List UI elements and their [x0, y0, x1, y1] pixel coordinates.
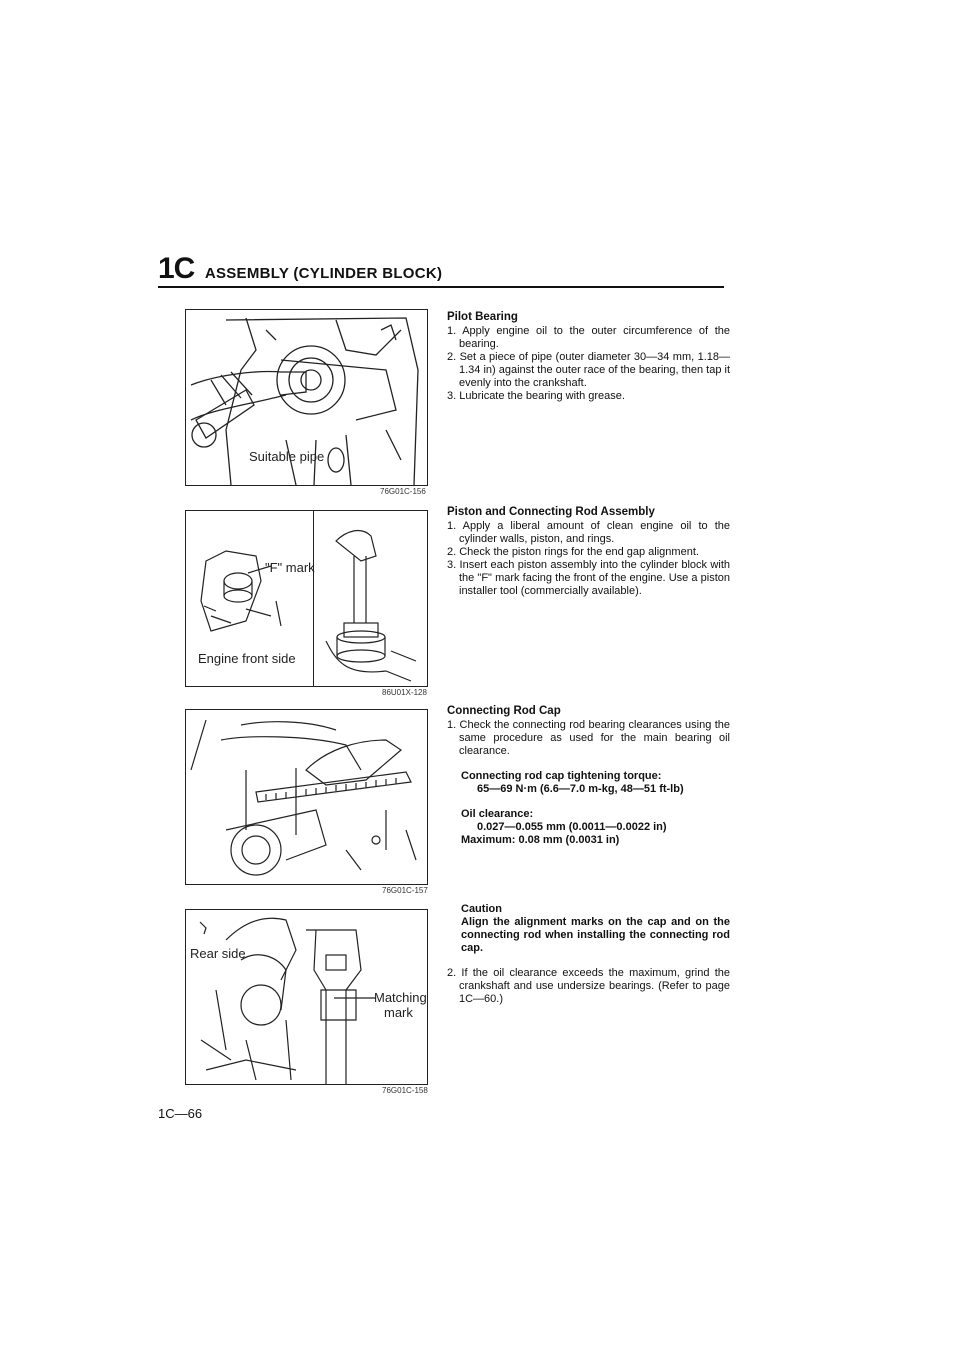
oil-max: Maximum: 0.08 mm (0.0031 in) [461, 834, 620, 846]
oil-label: Oil clearance: [461, 808, 534, 820]
label-mark: mark [384, 1005, 413, 1020]
figure-connecting-rod-cap [185, 709, 428, 885]
step: 1. Check the connecting rod bearing clearances using the same procedure as used for the main bearing oil clearance. [447, 719, 730, 757]
caution-title: Caution [461, 903, 502, 915]
oil-value: 0.027—0.055 mm (0.0011—0.0022 in) [477, 821, 667, 833]
figure-piston-assembly [185, 510, 428, 687]
spec-oil-clearance [447, 808, 730, 847]
figure-code: 86U01X-128 [382, 688, 427, 697]
step: 1. Apply a liberal amount of clean engine oil to the cylinder walls, piston, and rings. [447, 520, 730, 545]
step: 1. Apply engine oil to the outer circumference of the bearing. [447, 325, 730, 350]
caution-text: Align the alignment marks on the cap and on the connecting rod when installing the connecting rod cap. [461, 916, 730, 954]
figure-matching-mark [185, 909, 428, 1085]
steps-piston-assembly [447, 520, 730, 598]
header-rule [158, 286, 724, 288]
page-number: 1C—66 [158, 1106, 203, 1121]
figure-code: 76G01C-156 [380, 487, 426, 496]
step: 2. Check the piston rings for the end gap alignment. [447, 546, 699, 558]
steps-rod-cap-2 [447, 967, 730, 1006]
label-rear-side: Rear side [190, 946, 246, 961]
heading-pilot-bearing: Pilot Bearing [447, 311, 518, 323]
section-pilot-bearing [447, 311, 730, 403]
section-title: ASSEMBLY (CYLINDER BLOCK) [204, 265, 443, 282]
label-matching: Matching [374, 990, 427, 1005]
steps-rod-cap [447, 719, 730, 758]
page-header [158, 252, 724, 286]
section-piston-assembly [447, 506, 730, 598]
section-code: 1C [158, 252, 195, 285]
step: 2. If the oil clearance exceeds the maximum, grind the crankshaft and use undersize bearings. (Refer to page 1C—60.) [447, 967, 730, 1005]
torque-value: 65—69 N·m (6.6—7.0 m-kg, 48—51 ft-lb) [477, 783, 684, 795]
section-rod-cap [447, 705, 730, 847]
step: 3. Lubricate the bearing with grease. [447, 390, 625, 402]
spec-torque [447, 770, 730, 796]
torque-label: Connecting rod cap tightening torque: [461, 770, 662, 782]
steps-pilot-bearing [447, 325, 730, 403]
step: 2. Set a piece of pipe (outer diameter 30—34 mm, 1.18—1.34 in) against the outer race of the bearing, then tap it evenly into the crankshaft. [447, 351, 730, 389]
label-engine-front-side: Engine front side [198, 651, 296, 666]
figure-pilot-bearing [185, 309, 428, 486]
heading-piston-assembly: Piston and Connecting Rod Assembly [447, 506, 655, 518]
step: 3. Insert each piston assembly into the cylinder block with the "F" mark facing the front of the engine. Use a piston installer tool (commercially available). [447, 559, 730, 597]
heading-rod-cap: Connecting Rod Cap [447, 705, 561, 717]
label-f-mark: "F" mark [265, 560, 315, 575]
label-suitable-pipe: Suitable pipe [249, 449, 325, 464]
figure-divider [313, 511, 314, 686]
rod-cap-illustration [186, 710, 427, 884]
figure-code: 76G01C-157 [382, 886, 428, 895]
figure-code: 76G01C-158 [382, 1086, 428, 1095]
caution-block [447, 903, 730, 1006]
